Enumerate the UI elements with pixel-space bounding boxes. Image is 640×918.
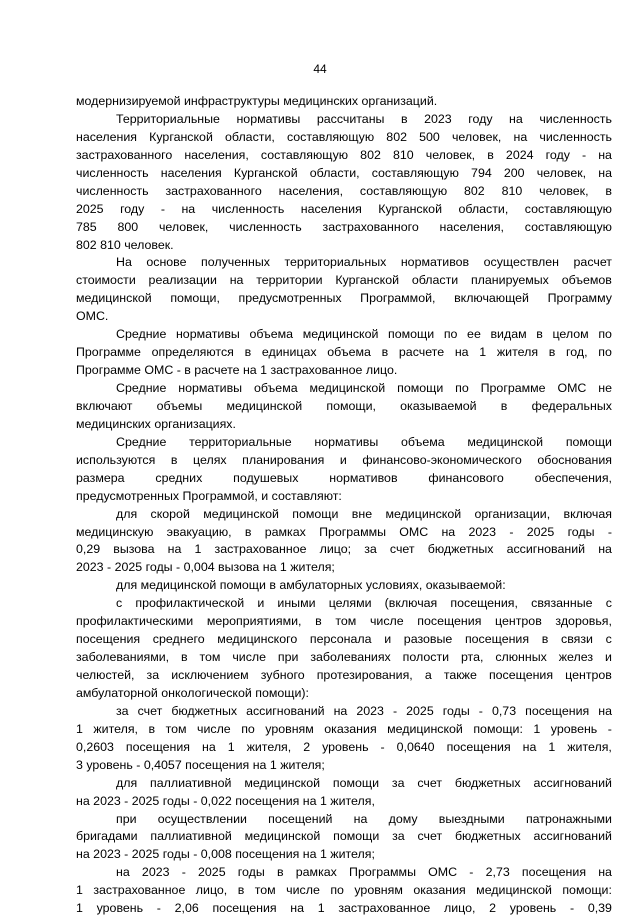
- text-line: предусмотренных Программой, и составляют:: [76, 488, 342, 503]
- text-line: 2025 году - на численность населения Курганской области, составляющую: [76, 201, 612, 216]
- text-line: численность населения Курганской области, составляющую 794 200 человек, на: [76, 165, 612, 180]
- text-line: 1 уровень - 2,06 посещения на 1 застрахованное лицо, 2 уровень - 0,39: [76, 901, 612, 916]
- text-line: 0,29 вызова на 1 застрахованное лицо; за счет бюджетных ассигнований на: [76, 542, 612, 557]
- text-line: На основе полученных территориальных нормативов осуществлен расчет: [116, 255, 612, 270]
- document-text-body: [76, 93, 612, 918]
- text-line: для паллиативной медицинской помощи за счет бюджетных ассигнований: [116, 775, 612, 790]
- text-line: застрахованного населения, составляющую 802 810 человек, в 2024 году - на: [76, 147, 612, 162]
- text-line: Средние территориальные нормативы объема медицинской помощи: [116, 434, 612, 449]
- text-line: на 2023 - 2025 годы в рамках Программы ОМС - 2,73 посещения на: [116, 865, 612, 880]
- text-line: челюстей, за исключением зубного протезирования, а также посещения центров: [76, 668, 612, 682]
- text-line: на 2023 - 2025 годы - 0,008 посещения на 1 жителя;: [76, 847, 375, 862]
- text-line: заболеваниями, в том числе при заболеваниях полости рта, слюнных желез и: [76, 650, 612, 665]
- text-line: посещения среднего медицинского персонала и разовые посещения в связи с: [76, 632, 612, 647]
- text-line: 785 800 человек, численность застрахованного населения, составляющую: [76, 219, 612, 234]
- text-line: населения Курганской области, составляющую 802 500 человек, на численность: [76, 129, 612, 144]
- text-line: ОМС.: [76, 309, 109, 324]
- text-line: амбулаторной онкологической помощи):: [76, 685, 309, 700]
- text-line: 1 застрахованное лицо, в том числе по уровням оказания медицинской помощи:: [76, 883, 612, 898]
- text-line: размера средних подушевых нормативов финансового обеспечения,: [76, 470, 612, 485]
- page-number: 44: [313, 62, 327, 76]
- text-line: медицинской помощи, предусмотренных Программой, включающей Программу: [76, 291, 612, 306]
- text-line: 2023 - 2025 годы - 0,004 вызова на 1 жителя;: [76, 560, 335, 575]
- text-line: Программе определяются в единицах объема в расчете на 1 жителя в год, по: [76, 345, 612, 360]
- text-line: медицинских организациях.: [76, 416, 236, 431]
- text-line: включают объемы медицинской помощи, оказываемой в федеральных: [76, 398, 612, 413]
- text-line: 1 жителя, в том числе по уровням оказания медицинской помощи: 1 уровень -: [76, 721, 612, 736]
- text-line: Программе ОМС - в расчете на 1 застрахованное лицо.: [76, 363, 398, 378]
- text-line: модернизируемой инфраструктуры медицинских организаций.: [76, 94, 438, 108]
- text-line: используются в целях планирования и финансово-экономического обоснования: [76, 452, 612, 467]
- text-line: 802 810 человек.: [76, 237, 174, 252]
- text-line: Средние нормативы объема медицинской помощи по Программе ОМС не: [116, 381, 612, 395]
- text-line: Средние нормативы объема медицинской помощи по ее видам в целом по: [116, 327, 612, 342]
- text-line: на 2023 - 2025 годы - 0,022 посещения на 1 жителя,: [76, 793, 375, 808]
- text-line: с профилактической и иными целями (включая посещения, связанные с: [116, 596, 612, 611]
- text-line: профилактическими мероприятиями, в том числе посещения центров здоровья,: [76, 614, 612, 629]
- text-line: численность застрахованного населения, составляющую 802 810 человек, в: [76, 183, 612, 198]
- text-line: при осуществлении посещений на дому выездными патронажными: [116, 811, 612, 826]
- text-line: за счет бюджетных ассигнований на 2023 - 2025 годы - 0,73 посещения на: [116, 703, 612, 718]
- text-line: бригадами паллиативной медицинской помощи за счет бюджетных ассигнований: [76, 829, 612, 844]
- text-line: Территориальные нормативы рассчитаны в 2023 году на численность: [116, 111, 612, 126]
- text-line: 3 уровень - 0,4057 посещения на 1 жителя;: [76, 757, 325, 772]
- text-line: для скорой медицинской помощи вне медицинской организации, включая: [116, 506, 612, 521]
- text-line: 0,2603 посещения на 1 жителя, 2 уровень - 0,0640 посещения на 1 жителя,: [76, 739, 612, 754]
- text-line: для медицинской помощи в амбулаторных условиях, оказываемой:: [116, 578, 506, 593]
- text-line: стоимости реализации на территории Курганской области планируемых объемов: [76, 273, 612, 288]
- text-line: медицинскую эвакуацию, в рамках Программы ОМС на 2023 - 2025 годы -: [76, 524, 612, 539]
